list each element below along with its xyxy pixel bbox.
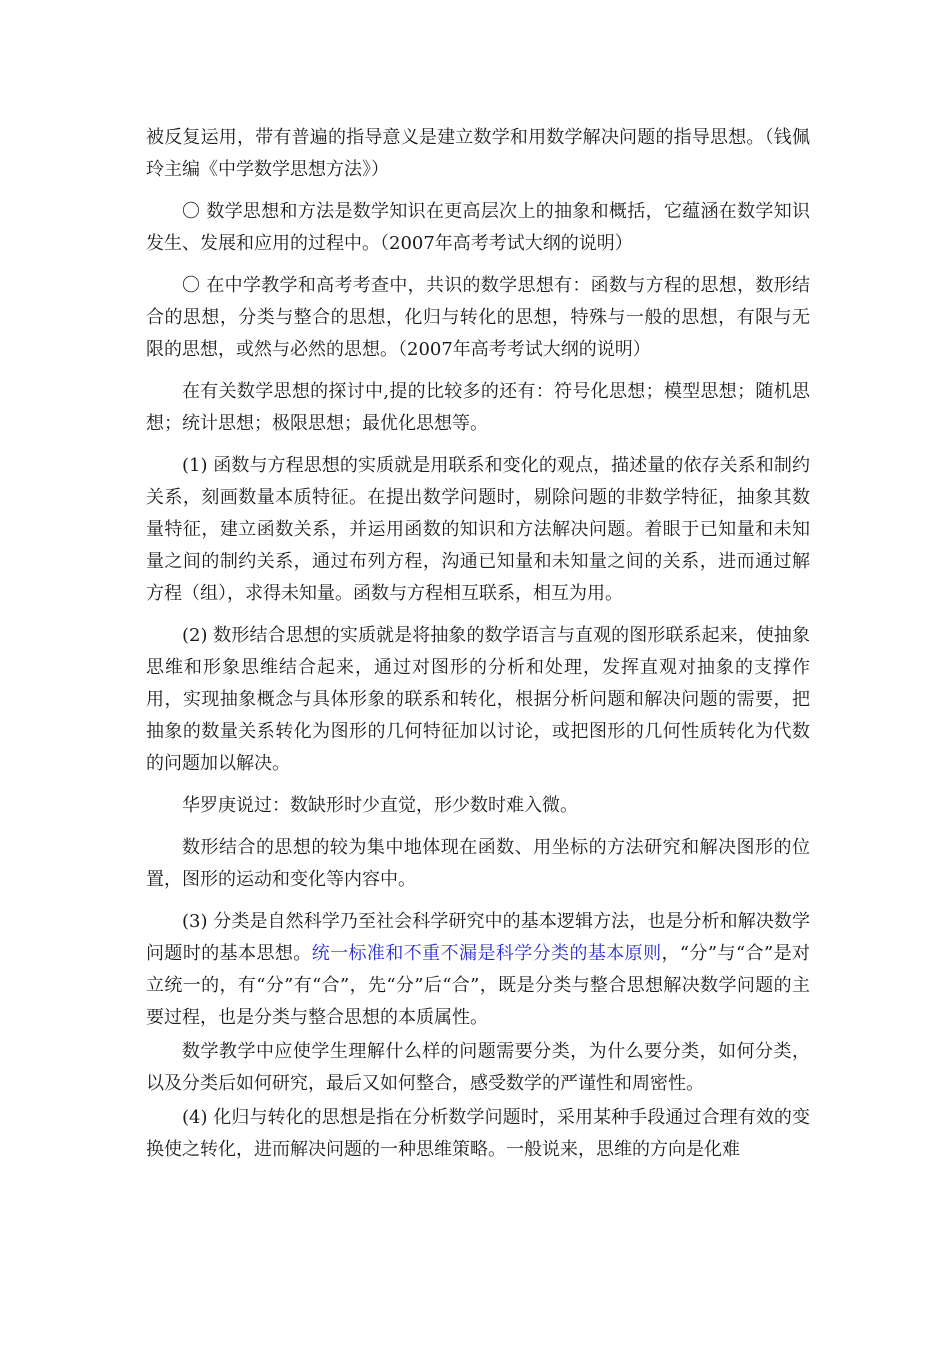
- paragraph-transformation: (4) 化归与转化的思想是指在分析数学问题时，采用某种手段通过合理有效的变换使之转化，进而解决问题的一种思维策略。一般说来，思维的方向是化难: [146, 1107, 810, 1160]
- paragraph-classification: [146, 906, 810, 1034]
- paragraph-intro-continuation: 被反复运用，带有普遍的指导意义是建立数学和用数学解决问题的指导思想。（钱佩玲主编《中学数学思想方法》）: [146, 127, 810, 180]
- paragraph-number-shape: (2) 数形结合思想的实质就是将抽象的数学语言与直观的图形联系起来，使抽象思维和形象思维结合起来，通过对图形的分析和处理，发挥直观对抽象的支撑作用，实现抽象概念与具体形象的联系和转化，根据分析问题和解决问题的需要，把抽象的数量关系转化为图形的几何特征加以讨论，或把图形的几何性质转化为代数的问题加以解决。: [146, 625, 810, 774]
- paragraph-function-equation: (1) 函数与方程思想的实质就是用联系和变化的观点，描述量的依存关系和制约关系，刻画数量本质特征。在提出数学问题时，剔除问题的非数学特征，抽象其数量特征，建立函数关系，并运用函数的知识和方法解决问题。着眼于已知量和未知量之间的制约关系，通过布列方程，沟通已知量和未知量之间的关系，进而通过解方程（组），求得未知量。函数与方程相互联系，相互为用。: [146, 455, 810, 604]
- paragraph-number-shape-application: 数形结合的思想的较为集中地体现在函数、用坐标的方法研究和解决图形的位置，图形的运动和变化等内容中。: [146, 837, 810, 890]
- paragraph-other-ideas: 在有关数学思想的探讨中,提的比较多的还有：符号化思想；模型思想；随机思想；统计思想；极限思想；最优化思想等。: [146, 381, 810, 434]
- paragraph-common-ideas: 〇 在中学教学和高考考查中，共识的数学思想有：函数与方程的思想，数形结合的思想，分类与整合的思想，化归与转化的思想，特殊与一般的思想，有限与无限的思想，或然与必然的思想。（2007年高考考试大纲的说明）: [146, 275, 810, 360]
- paragraph-quote: 华罗庚说过：数缺形时少直觉，形少数时难入微。: [182, 795, 578, 816]
- classification-text-before: (3) 分类是自然科学乃至社会科学研究中的基本逻辑方法，也是分析和解决数学问题时的基本思想。: [146, 911, 810, 964]
- document-body: [146, 122, 810, 1168]
- classification-highlight: 统一标准和不重不漏是科学分类的基本原则: [311, 943, 662, 964]
- paragraph-classification-teaching: 数学教学中应使学生理解什么样的问题需要分类，为什么要分类，如何分类，以及分类后如何研究，最后又如何整合，感受数学的严谨性和周密性。: [146, 1041, 810, 1094]
- classification-text-after: ，“分”与“合”是对立统一的，有“分”有“合”，先“分”后“合”，既是分类与整合思想解决数学问题的主要过程，也是分类与整合思想的本质属性。: [146, 943, 811, 1028]
- paragraph-definition-note: 〇 数学思想和方法是数学知识在更高层次上的抽象和概括，它蕴涵在数学知识发生、发展和应用的过程中。（2007年高考考试大纲的说明）: [146, 201, 810, 254]
